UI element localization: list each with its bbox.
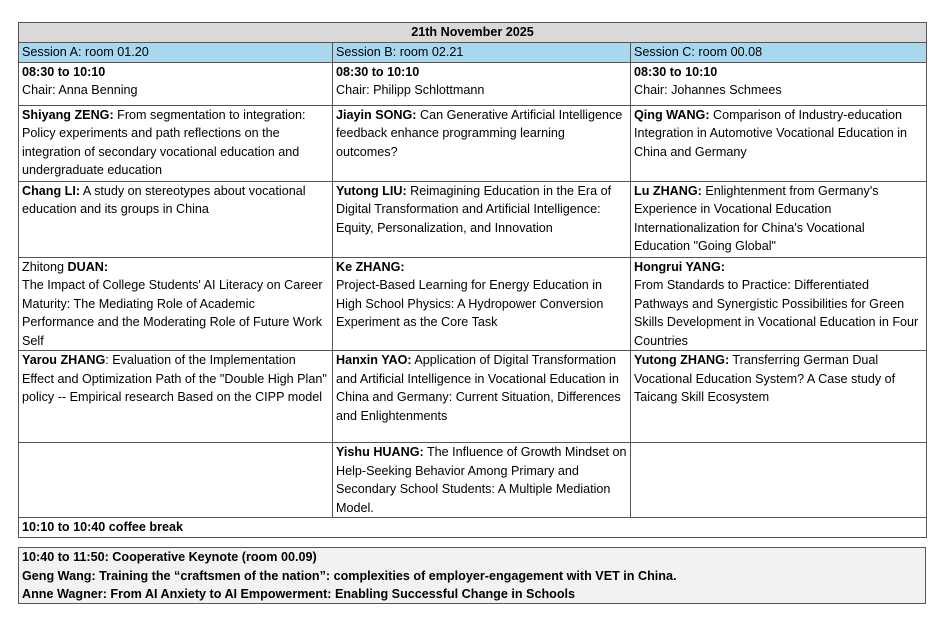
talk-title: From segmentation to integration: Policy experiments and path reflections on the integration of secondary vocational education and undergraduate education xyxy=(22,107,306,177)
session-c-info xyxy=(631,62,927,105)
coffee-break: 10:10 to 10:40 coffee break xyxy=(19,518,927,538)
talk-title: Transferring German Dual Vocational Education System? A Case study of Taicang Skill Ecosystem xyxy=(634,353,896,404)
talk-title: Application of Digital Transformation and Artificial Intelligence in Vocational Education in China and Germany: Current Situation, Differences and Enlightenments xyxy=(336,353,621,423)
talk-title: Comparison of Industry-education Integration in Automotive Vocational Education in China and Germany xyxy=(634,107,908,159)
talk-cell xyxy=(333,105,631,181)
date-header: 21th November 2025 xyxy=(19,23,927,43)
session-c-room: Session C: room 00.08 xyxy=(631,42,927,62)
keynote-box xyxy=(18,547,926,604)
talk-author: Shiyang ZENG: xyxy=(22,107,114,122)
talk-cell xyxy=(19,105,333,181)
talk-author: Qing WANG: xyxy=(634,107,710,122)
keynote-line-2: Anne Wagner: From AI Anxiety to AI Empowerment: Enabling Successful Change in Schools xyxy=(22,587,576,601)
talk-cell xyxy=(19,351,333,443)
talk-title: Project-Based Learning for Energy Education in High School Physics: A Hydropower Conversion Experiment as the Core Task xyxy=(336,278,604,329)
schedule-table xyxy=(18,22,927,538)
talk-author: Jiayin SONG: xyxy=(336,107,417,122)
talk-cell xyxy=(19,257,333,351)
session-chair: Chair: Johannes Schmees xyxy=(634,83,782,97)
talk-title: The Influence of Growth Mindset on Help-Seeking Behavior Among Primary and Secondary School Students: A Multiple Mediation Model. xyxy=(336,445,627,515)
talk-title: From Standards to Practice: Differentiated Pathways and Synergistic Possibilities for Green Skills Development in Vocational Education in Four Countries xyxy=(634,278,919,348)
keynote-heading: 10:40 to 11:50: Cooperative Keynote (room 00.09) xyxy=(22,550,317,564)
talk-cell xyxy=(19,181,333,257)
talk-title: Can Generative Artificial Intelligence feedback enhance programming learning outcomes? xyxy=(336,107,623,159)
session-b-info xyxy=(333,62,631,105)
session-time: 08:30 to 10:10 xyxy=(336,64,420,79)
talk-author: Hanxin YAO: xyxy=(336,353,412,367)
talk-author: Yarou ZHANG xyxy=(22,353,106,367)
talk-author: Hongrui YANG: xyxy=(634,259,725,274)
session-chair: Chair: Philipp Schlottmann xyxy=(336,83,485,97)
talk-pre: Zhitong xyxy=(22,259,68,274)
session-time: 08:30 to 10:10 xyxy=(22,64,106,79)
session-a-info xyxy=(19,62,333,105)
talk-cell xyxy=(631,257,927,351)
talk-cell xyxy=(631,105,927,181)
talk-author: Lu ZHANG: xyxy=(634,183,702,198)
talk-cell xyxy=(333,257,631,351)
talk-title: Enlightenment from Germany's Experience in Vocational Education Internationalization for China's Vocational Education "Going Global" xyxy=(634,183,879,253)
talk-cell xyxy=(333,443,631,518)
talk-title: Reimagining Education in the Era of Digital Transformation and Artificial Intelligence: Equity, Personalization, and Innovation xyxy=(336,183,612,235)
session-a-room: Session A: room 01.20 xyxy=(19,42,333,62)
session-b-room: Session B: room 02.21 xyxy=(333,42,631,62)
talk-cell xyxy=(333,351,631,443)
session-time: 08:30 to 10:10 xyxy=(634,64,718,79)
talk-cell-empty xyxy=(19,443,333,518)
talk-cell xyxy=(631,351,927,443)
talk-author: Yutong ZHANG: xyxy=(634,353,730,367)
talk-cell-empty xyxy=(631,443,927,518)
talk-cell xyxy=(333,181,631,257)
talk-author: Ke ZHANG: xyxy=(336,259,405,274)
talk-author: Yishu HUANG: xyxy=(336,445,424,459)
talk-title: : Evaluation of the Implementation Effect and Optimization Path of the "Double High Plan" policy -- Empirical research Based on the CIPP model xyxy=(22,353,327,404)
talk-author: Yutong LIU: xyxy=(336,183,407,198)
talk-title: The Impact of College Students' AI Literacy on Career Maturity: The Mediating Role of Academic Performance and the Moderating Role of Future Work Self xyxy=(22,278,323,348)
session-chair: Chair: Anna Benning xyxy=(22,83,138,97)
keynote-line-1: Geng Wang: Training the “craftsmen of the nation”: complexities of employer-engagement with VET in China. xyxy=(22,568,677,583)
talk-cell xyxy=(631,181,927,257)
talk-title: A study on stereotypes about vocational education and its groups in China xyxy=(22,183,306,216)
talk-author: DUAN: xyxy=(67,259,109,274)
talk-author: Chang LI: xyxy=(22,183,81,198)
